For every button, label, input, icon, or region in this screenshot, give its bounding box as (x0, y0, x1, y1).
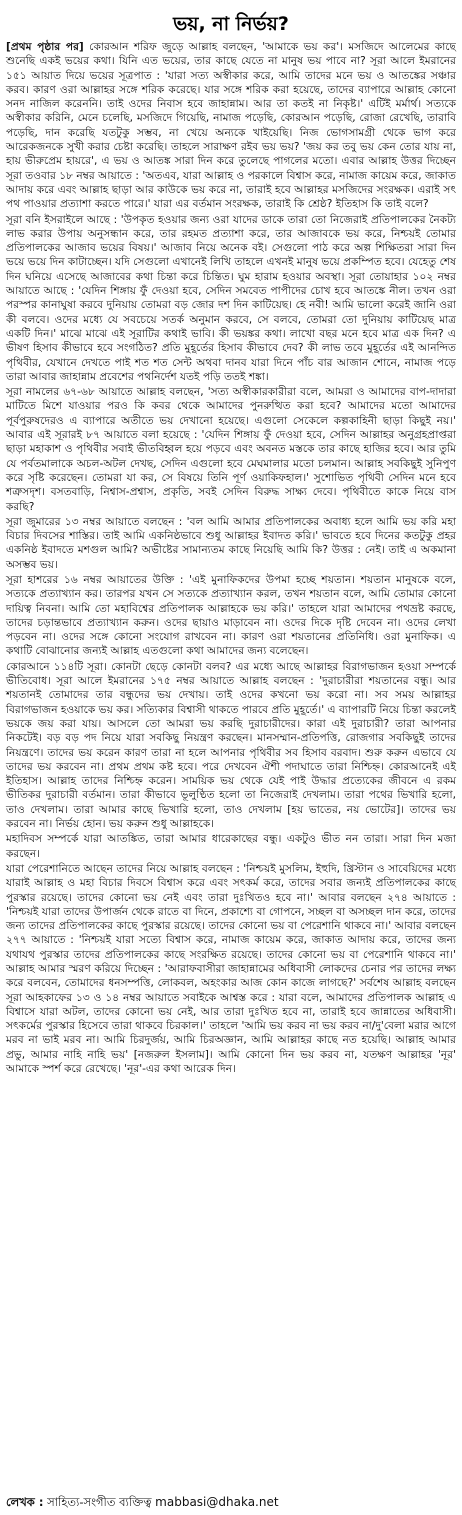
article-paragraph: কোরআনে ১১৪টি সূরা। কোনটা ছেড়ে কোনটা বলব? এর মধ্যে আছে আল্লাহর বিরাগভাজন হওয়া সম্পর্কে ভীতিবোধ। সূরা আলে ইমরানের ১৭৫ নম্বর আয়াতে আল্লাহ বলছেন : 'দুরাচারীরা শয়তানের বন্ধু। আর শয়তানই তোমাদের তার বন্ধুদের ভয় দেখায়। তাই ওদের কখনো ভয় করো না। সব সময় আল্লাহর বিরাগভাজন হওয়াকে ভয় কর। সত্যিকার বিশ্বাসী থাকতে পারবে প্রতি মুহূর্তে।' এ ব্যাপারটি নিয়ে চিন্তা করলেই ভয়কে জয় করা যায়। আসলে তো আমরা ভয় করছি দুরাচারীদের। কারা এই দুরাচারী? তারা আপনার নিকটেই। বড় বড় পদ নিয়ে যারা সবকিছু নিয়ন্ত্রণ করছেন। মানসম্মান-প্রতিপত্তি, রোজগার সবকিছুই তাদের নিয়ন্ত্রণে। তাদের ভয় করেন কারণ তারা না হলে আপনার পৃথিবীর সব হিসাব বরবাদ। শুরু করুন এভাবে যে তাদের ভয় করবেন না। প্রথম প্রথম কষ্ট হবে। পরে দেখবেন ঐশী পদাঘাতে তারা নিশ্চিহ্ন। কোরআনেই এই ইতিহাস। আল্লাহ তাদের নিশ্চিহ্ন করেন। সাময়িক ভয় থেকে যেই পাই উদ্ধার প্রত্যেকের জীবনে এ রকম ভীতিকর দুরাচারী বর্তমান। তারা কীভাবে ভূলুণ্ঠিত হলো তা নিজেরাই দেখলাম। তারা পথের ভিখারি হলো, তাও দেখলাম। তারা আমার কাছে ভিখারি হলো, তাও দেখলাম [হয় ভাতের, নয় ভোটের]। তাদের ভয় করবেন না। নির্ভয় হোন। ভয় করুন শুধু আল্লাহকে। (6, 660, 456, 831)
article-paragraph: সূরা জুমারের ১৩ নম্বর আয়াতে বলছেন : 'বল আমি আমার প্রতিপালকের অবাধ্য হলে আমি ভয় করি মহা বিচার দিবসের শাস্তির। তাই আমি একনিষ্ঠভাবে শুধু আল্লাহর ইবাদত করি।' ভাবতে হবে দিনের কতটুকু প্রহর একনিষ্ঠ ইবাদতে মশগুল আমি? অভীষ্টের সামান্যতম কাছে নিয়েছি আমি কি? উত্তর : নেই। তাই এ অকমানা অসম্ভব ভয়। (6, 515, 456, 571)
article-paragraph: মহাদিবস সম্পর্কে যারা আতঙ্কিত, তারা আমার ধারেকাছের বন্ধু। একটুও ভীত নন তারা। সারা দিন মজা করছেন। (6, 833, 456, 860)
first-paragraph-text: কোরআন শরিফ জুড়ে আল্লাহ বলছেন, 'আমাকে ভয় কর'। মসজিদে আলেমের কাছে শুনেছি একই ভয়ের কথা। যিনি এত ভয়ের, তার কাছে যেতে না মানুষ ভয় পাবে না? সূরা আলে ইমরানের ১৫১ আয়াত দিয়ে ভয়ের সূত্রপাত : 'যারা সত্য অস্বীকার করে, আমি তাদের মনে ভয় ও আতঙ্কের সঞ্চার করব। কারণ ওরা আল্লাহর সঙ্গে শরিক করেছে। যার সঙ্গে শরিক করা হয়েছে, তাদের ব্যাপারে আল্লাহ কোনো সনদ নাজিল করেননি। তাই ওদের নিবাস হবে জাহান্নাম। আর তা কতই না নিকৃষ্ট।' এটিই মর্মার্থ। সত্যকে অস্বীকার করিনি, মেনে চলেছি, মসজিদে গিয়েছি, নামাজ পড়েছি, কোরআন পড়েছি, রোজা রেখেছি, তারাবি পড়েছি, দান করেছি যতটুকু সম্ভব, না খেয়ে অন্যকে খাইয়েছি। নিজ ভোগসামগ্রী থেকে ভাগ করে আরেকজনকে সুখী করার চেষ্টা করেছি। তাহলে সারাক্ষণ রইব ভয় ভয়? 'জয় কর তবু ভয় কেন তোর যায় না, হায় ভীরুপ্রেম হায়রে', এ ভয় ও আতঙ্ক সারা দিন করে তুলেছে পাগলের মতো। এবার আল্লাহ উত্তর দিচ্ছেন সূরা তওবার ১৮ নম্বর আয়াতে : 'অতএব, যারা আল্লাহ ও পরকালে বিশ্বাস করে, নামাজ কায়েম করে, জাকাত আদায় করে এবং আল্লাহ ছাড়া আর কাউকে ভয় করে না, তারাই হবে আল্লাহর মসজিদের সংরক্ষক। এরাই সৎ পথ পাওয়ার প্রত্যাশা করতে পারে।' যারা এর বর্তমান সংরক্ষক, তারাই কি শ্রেষ্ঠ? ইতিহাস কি তাই বলে? (6, 41, 456, 211)
author-email: mabbasi@dhaka.net (155, 1495, 279, 1509)
article-body (6, 40, 456, 1076)
article-paragraph: যারা পেরেশানিতে আছেন তাদের নিয়ে আল্লাহ বলছেন : 'নিশ্চয়ই মুসলিম, ইহুদি, খ্রিস্টান ও সাবেয়িদের মধ্যে যারাই আল্লাহ ও মহা বিচার দিবসে বিশ্বাস করে এবং সৎকর্ম করে, তাদের সবার জন্যই প্রতিপালকের কাছে পুরস্কার রয়েছে। তাদের কোনো ভয় নেই এবং তারা দুঃখিতও হবে না।' আবার বলছেন ২৭৪ আয়াতে : 'নিশ্চয়ই যারা তাদের উপার্জন থেকে রাতে বা দিনে, প্রকাশ্যে বা গোপনে, সচ্ছল বা অসচ্ছল দান করে, তাদের জন্য তাদের প্রতিপালকের কাছে পুরস্কার রয়েছে। তাদের কোনো ভয় বা পেরেশানি থাকবে না।' আবার বলছেন ২৭৭ আয়াতে : 'নিশ্চয়ই যারা সত্যে বিশ্বাস করে, নামাজ কায়েম করে, জাকাত আদায় করে, তাদের জন্য যথাযথ পুরস্কার তাদের প্রতিপালকের কাছে সংরক্ষিত রয়েছে। তাদের কোনো ভয় বা পেরেশানি থাকবে না।' আল্লাহ আমার স্মরণ করিয়ে দিচ্ছেন : 'আরাফবাসীরা জাহান্নামের অধিবাসী লোকদের চেনার পর তাদের লক্ষ্য করে বলবেন, তোমাদের ধনসম্পত্তি, লোকবল, অহংকার আজ কোন কাজে লাগছে?' সর্বশেষ আল্লাহ বলছেন সূরা আহকাফের ১৩ ও ১৪ নম্বর আয়াতে সবাইকে আশ্বস্ত করে : যারা বলে, আমাদের প্রতিপালক আল্লাহ এ বিশ্বাসে যারা অটল, তাদের কোনো ভয় নেই, আর তারা দুঃখিত হবে না, তারাই হবে জান্নাতের অধিবাসী। সৎকর্মের পুরস্কার হিসেবে তারা থাকবে চিরকাল।' তাহলে 'আমি ভয় করব না ভয় করব না/দু'বেলা মরার আগে মরব না ভাই মরব না। আমি চিরদুর্জয়, আমি চিরঅজ্ঞান, আমি আল্লাহর কাছে নত হয়েছি। আল্লাহ আমার প্রভু, আমার নাহি নাহি ভয়' [নজরুল ইসলাম]। আমি কোনো দিন ভয় করব না, যতক্ষণ আল্লাহর 'নূর' আমাকে স্পর্শ করে রেখেছে। 'নূর'-এর কথা আরেক দিন। (6, 862, 456, 1076)
continued-from-label: [প্রথম পৃষ্ঠার পর] (6, 41, 84, 53)
author-byline (6, 1495, 456, 1509)
article-title: ভয়, না নির্ভয়? (173, 13, 289, 35)
article-paragraph: সূরা বনি ইসরাইলে আছে : 'উপকৃত হওয়ার জন্য ওরা যাদের ডাকে তারা তো নিজেরাই প্রতিপালকের নৈকট্য লাভ করার উপায় অনুসন্ধান করে, তার রহমত প্রত্যাশা করে, তার আজাবকে ভয় করে, নিশ্চয়ই তোমার প্রতিপালকের আজাব ভয়ের বিষয়।' আজাব নিয়ে অনেক বই। সেগুলো পাঠ করে অল্প শিক্ষিতরা সারা দিন ভয়ে ভয়ে দিন কাটাচ্ছেন। যদি সেগুলো এখানেই লিখি তাহলে এখনই মানুষ ভয়ে প্রকম্পিত হবে। যেহেতু শেষ দিন ঘনিয়ে এসেছে আজাবের কথা চিন্তা করে চিন্তিত। ঘুম হারাম হওয়ার অবস্থা। সূরা তোয়াহার ১০২ নম্বর আয়াতে আছে : 'যেদিন শিঙ্গায় ফুঁ দেওয়া হবে, সেদিন সমবেত পাপীদের চোখ হবে আতঙ্কে নীল। তখন ওরা পরস্পর কানাঘুষা করবে দুনিয়ায় তোমরা বড় জোর দশ দিন কাটিয়েছ। হে নবী! আমি ভালো করেই জানি ওরা কী বলবে। ওদের মধ্যে যে সবচেয়ে সতর্ক অনুমান করবে, সে বলবে, তোমরা তো দুনিয়ায় কাটিয়েছ মাত্র একটি দিন।' মাঝে মাঝে এই সূরাটির কথাই ভাবি। কী ভয়ঙ্কর কথা। লাখো বছর মনে হবে মাত্র এক দিন? এ ভীষণ হিসাব কীভাবে হবে সংগঠিত? প্রতি মুহূর্তের হিসাব কীভাবে দেব? কী লাভ তবে মুহূর্তের এই আনন্দিত পৃথিবীর, যেখানে দেখতে পাই শত শত সেন্ট অথবা দানব যারা দিনে পাঁচ বার আজান শোনে, নামাজ পড়ে তারা আবার জাহান্নাম প্রবেশের পথনির্দেশ যতই পড়ি ততই শঙ্কা। (6, 213, 456, 383)
article-paragraph: সূরা হাশরের ১৬ নম্বর আয়াতের উক্তি : 'এই মুনাফিকদের উপমা হচ্ছে শয়তান। শয়তান মানুষকে বলে, সত্যকে প্রত্যাখ্যান কর। তারপর যখন সে সত্যকে প্রত্যাখ্যান করল, তখন শয়তান বলে, আমি তোমার কোনো দায়িত্ব নিবনা। আমি তো মহাবিশ্বের প্রতিপালক আল্লাহকে ভয় করি।' তাহলে যারা আমাদের পথভ্রষ্ট করছে, তাদের চড়ান্তভাবে প্রত্যাখ্যান করুন। ওদের ছায়াও মাড়াবেন না। ওদের দিকে দৃষ্টি দেবেন না। ওদের লেখা পড়বেন না। ওদের সঙ্গে কোনো সংযোগ রাখবেন না। কারণ ওরা শয়তানের প্রতিনিধি। ওরা মুনাফিক। এ কথাটি বোঝানোর জন্যই আল্লাহ এতগুলো কথা আমাদের জন্য বলেছেন। (6, 573, 456, 658)
author-role: সাহিত্য-সংগীত ব্যক্তিত্ব (47, 1495, 152, 1509)
article-paragraph (6, 40, 456, 212)
byline-label: লেখক : (6, 1495, 44, 1509)
article-paragraph: সূরা নামলের ৬৭-৬৮ আয়াতে আল্লাহ বলছেন, 'সত্য অস্বীকারকারীরা বলে, আমরা ও আমাদের বাপ-দাদারা মাটিতে মিশে যাওয়ার পরও কি কবর থেকে আমাদের পুনরুত্থিত করা হবে? আমাদের মতো আমাদের পূর্বপুরুষদেরও এ ব্যাপারে অতীতে ভয় দেখানো হয়েছে। এগুলো সেকেলে কল্পকাহিনী ছাড়া কিছুই নয়।' আবার এই সূরারই ৮৭ আয়াতে বলা হয়েছে : 'যেদিন শিঙ্গায় ফুঁ দেওয়া হবে, সেদিন আল্লাহর অনুগ্রহপ্রাপ্তরা ছাড়া মহাকাশ ও পৃথিবীর সবাই ভীতবিহ্বল হয়ে পড়বে এবং অবনত মস্তকে তার কাছে হাজির হবে। আর তুমি যে পর্বতমালাকে অচল-অটল দেখছ, সেদিন এগুলো হবে মেঘমালার মতো চলমান। আল্লাহ সবকিছুই সুনিপুণ করে সৃষ্টি করেছেন। তোমরা যা কর, সে বিষয়ে তিনি পূর্ণ ওয়াকিফহাল।' সুশোভিত পৃথিবী সেদিন মনে হবে শত্রুসদৃশ। বসতবাড়ি, নিশ্বাস-প্রশ্বাস, প্রকৃতি, সবই সেদিন বিরুদ্ধ সাক্ষ্য দেবে। পৃথিবীতে কাকে নিয়ে বাস করছি? (6, 386, 456, 513)
